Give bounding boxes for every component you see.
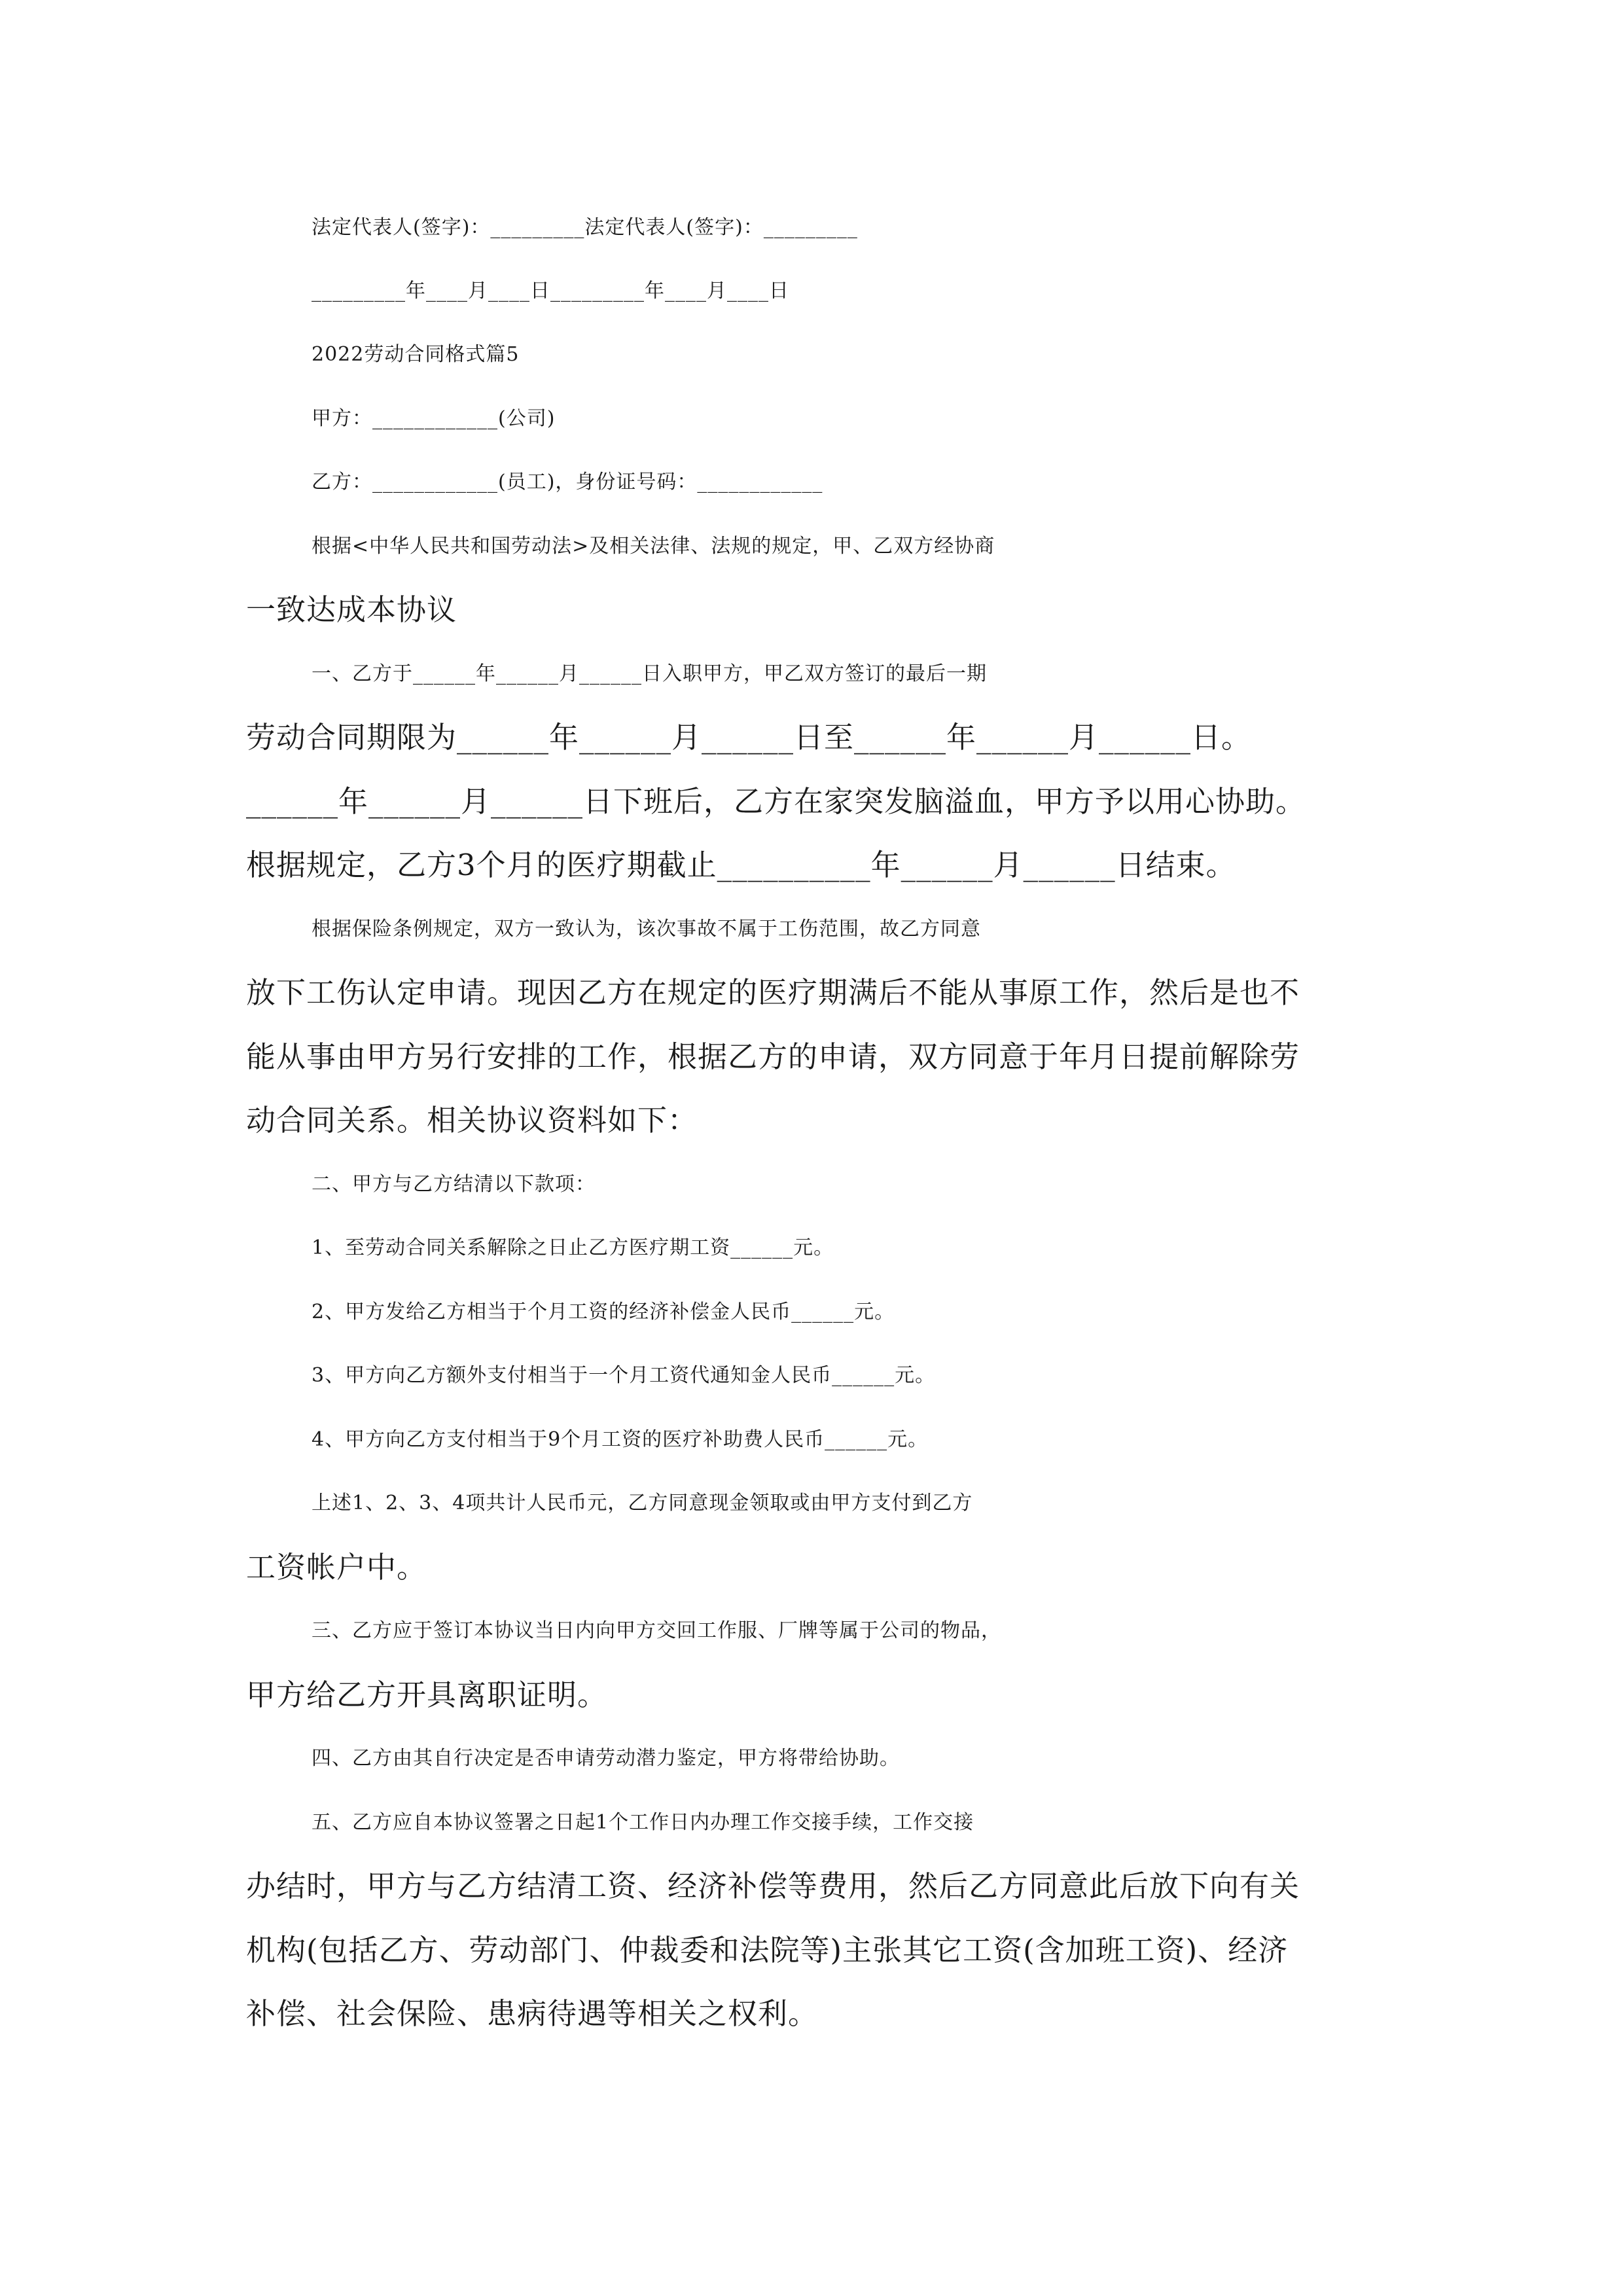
paragraph-line: 放下工伤认定申请。现因乙方在规定的医疗期满后不能从事原工作，然后是也不	[246, 975, 1300, 1010]
paragraph-line: 根据规定，乙方3个月的医疗期截止__________年______月______日结束。	[246, 848, 1236, 882]
paragraph-line: 动合同关系。相关协议资料如下：	[246, 1103, 698, 1138]
paragraph-line: 根据保险条例规定，双方一致认为，该次事故不属于工伤范围，故乙方同意	[312, 918, 981, 941]
paragraph-line: 能从事由甲方另行安排的工作，根据乙方的申请，双方同意于年月日提前解除劳	[246, 1039, 1300, 1074]
date-line: _________年____月____日_________年____月____日	[312, 279, 789, 302]
party-a-line: 甲方：____________(公司)	[312, 407, 556, 430]
paragraph-line: 工资帐户中。	[246, 1550, 427, 1585]
clause-heading: 二、甲方与乙方结清以下款项：	[312, 1173, 596, 1196]
paragraph-line: 五、乙方应自本协议签署之日起1个工作日内办理工作交接手续，工作交接	[312, 1811, 974, 1834]
paragraph-line: 一、乙方于______年______月______日入职甲方，甲乙双方签订的最后一期	[312, 662, 987, 685]
paragraph-line: 劳动合同期限为______年______月______日至______年______月______日。	[246, 720, 1252, 755]
paragraph-line: 三、乙方应于签订本协议当日内向甲方交回工作服、厂牌等属于公司的物品，	[312, 1619, 1001, 1642]
paragraph-line: 补偿、社会保险、患病待遇等相关之权利。	[246, 1996, 819, 2031]
paragraph-line: 一致达成本协议	[246, 592, 457, 627]
clause-item: 2、甲方发给乙方相当于个月工资的经济补偿金人民币______元。	[312, 1300, 895, 1323]
paragraph-line: 根据<中华人民共和国劳动法>及相关法律、法规的规定，甲、乙双方经协商	[312, 535, 995, 558]
paragraph-line: 机构(包括乙方、劳动部门、仲裁委和法院等)主张其它工资(含加班工资)、经济	[246, 1933, 1289, 1967]
clause-item: 1、至劳动合同关系解除之日止乙方医疗期工资______元。	[312, 1236, 834, 1259]
paragraph-line: 四、乙方由其自行决定是否申请劳动潜力鉴定，甲方将带给协助。	[312, 1747, 900, 1770]
paragraph-line: ______年______月______日下班后，乙方在家突发脑溢血，甲方予以用心协助。	[246, 784, 1306, 819]
section-title: 2022劳动合同格式篇5	[312, 343, 520, 366]
paragraph-line: 办结时，甲方与乙方结清工资、经济补偿等费用，然后乙方同意此后放下向有关	[246, 1869, 1300, 1903]
signature-line: 法定代表人(签字)：_________法定代表人(签字)：_________	[312, 216, 858, 239]
party-b-line: 乙方：____________(员工)，身份证号码：____________	[312, 471, 823, 493]
clause-item: 3、甲方向乙方额外支付相当于一个月工资代通知金人民币______元。	[312, 1364, 936, 1387]
paragraph-line: 甲方给乙方开具离职证明。	[246, 1677, 608, 1712]
clause-item: 4、甲方向乙方支付相当于9个月工资的医疗补助费人民币______元。	[312, 1428, 929, 1451]
paragraph-line: 上述1、2、3、4项共计人民币元，乙方同意现金领取或由甲方支付到乙方	[312, 1492, 973, 1515]
